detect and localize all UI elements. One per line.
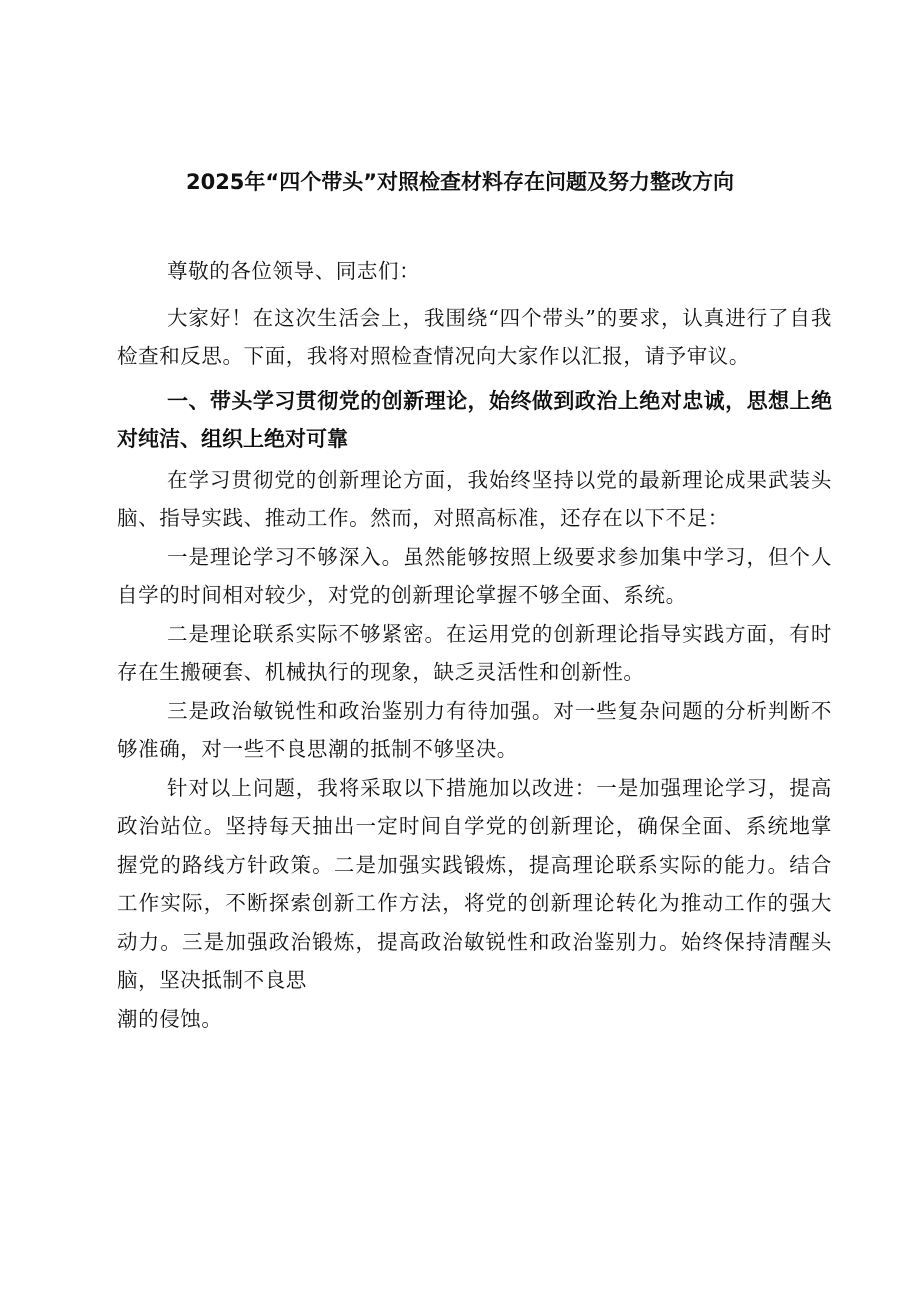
paragraph-issue-3: 三是政治敏锐性和政治鉴别力有待加强。对一些复杂问题的分析判断不够准确，对一些不良思潮的抵制不够坚决。	[117, 698, 832, 761]
intro-paragraph: 大家好！在这次生活会上，我围绕“四个带头”的要求，认真进行了自我检查和反思。下面，我将对照检查情况向大家作以汇报，请予审议。	[117, 305, 832, 368]
document-body	[117, 252, 832, 1038]
measures-main-text: 针对以上问题，我将采取以下措施加以改进：一是加强理论学习，提高政治站位。坚持每天抽出一定时间自学党的创新理论，确保全面、系统地掌握党的路线方针政策。二是加强实践锻炼，提高理论联系实际的能力。结合工作实际，不断探索创新工作方法，将党的创新理论转化为推动工作的强大动力。三是加强政治锻炼，提高政治敏锐性和政治鉴别力。始终保持清醒头脑，坚决抵制不良思	[117, 775, 832, 992]
measures-tail-text: 潮的侵蚀。	[117, 1006, 223, 1031]
paragraph-issue-2: 二是理论联系实际不够紧密。在运用党的创新理论指导实践方面，有时存在生搬硬套、机械执行的现象，缺乏灵活性和创新性。	[117, 621, 832, 684]
section-heading-1: 一、带头学习贯彻党的创新理论，始终做到政治上绝对忠诚，思想上绝对纯洁、组织上绝对可靠	[117, 388, 832, 451]
greeting: 尊敬的各位领导、同志们：	[167, 259, 421, 283]
paragraph-measures	[117, 769, 832, 1039]
paragraph-overview: 在学习贯彻党的创新理论方面，我始终坚持以党的最新理论成果武装头脑、指导实践、推动工作。然而，对照高标准，还存在以下不足：	[117, 467, 832, 530]
document-title: 2025年“四个带头”对照检查材料存在问题及努力整改方向	[185, 170, 735, 194]
paragraph-issue-1: 一是理论学习不够深入。虽然能够按照上级要求参加集中学习，但个人自学的时间相对较少，对党的创新理论掌握不够全面、系统。	[117, 544, 832, 607]
